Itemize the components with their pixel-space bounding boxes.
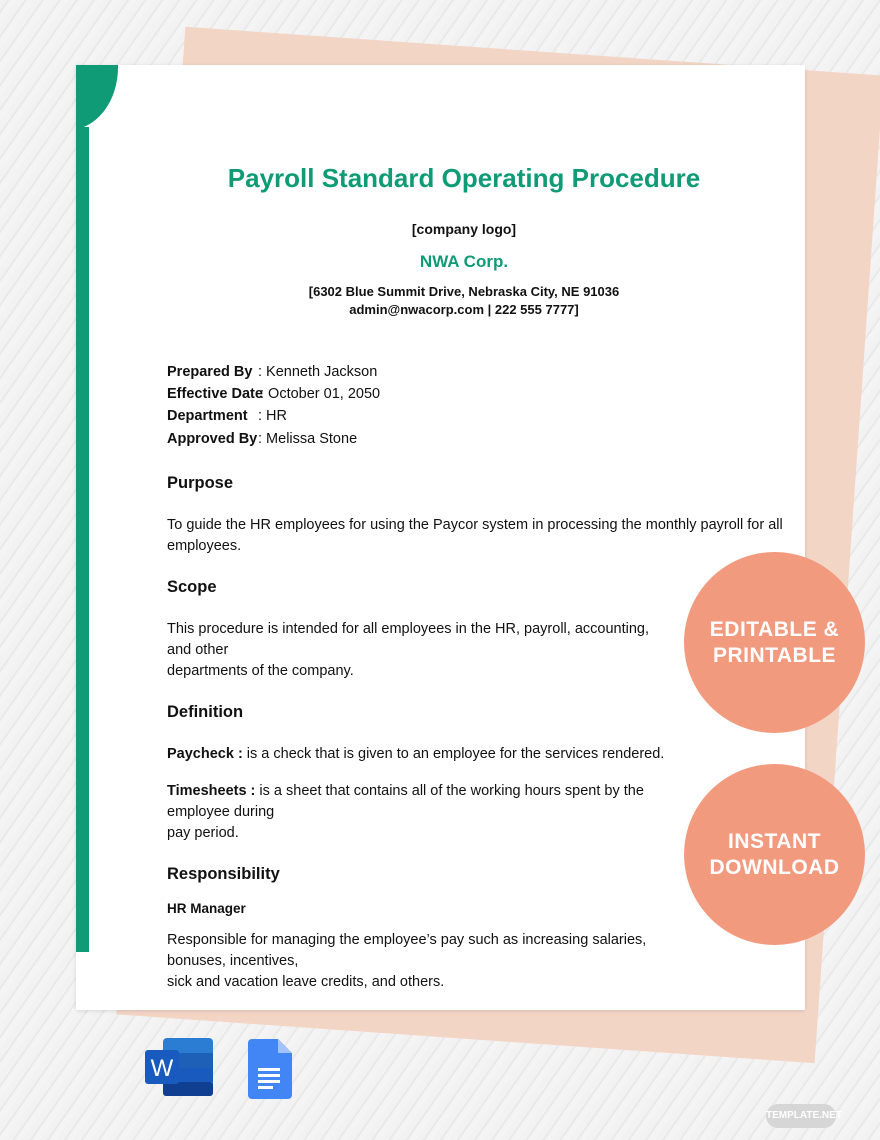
purpose-heading: Purpose	[167, 474, 234, 492]
meta-label: Effective Date	[167, 386, 263, 402]
company-logo-placeholder: [company logo]	[411, 221, 517, 237]
meta-value: : Melissa Stone	[258, 431, 358, 447]
definition-heading: Definition	[167, 703, 244, 721]
definition-term: Timesheets :	[167, 783, 256, 799]
badge-text: DOWNLOAD	[709, 855, 840, 879]
meta-value: : HR	[258, 408, 287, 424]
meta-label: Prepared By	[167, 364, 253, 380]
editable-printable-badge	[684, 552, 865, 733]
definition-text: pay period.	[167, 825, 239, 841]
company-name: NWA Corp.	[419, 252, 509, 271]
responsibility-heading: Responsibility	[167, 865, 280, 883]
responsibility-text: sick and vacation leave credits, and others.	[167, 974, 445, 990]
company-contact: admin@nwacorp.com | 222 555 7777]	[349, 302, 579, 317]
svg-text:W: W	[150, 1055, 174, 1082]
badge-text: INSTANT	[728, 829, 821, 853]
scope-text: departments of the company.	[167, 663, 354, 679]
definition-text: is a sheet that contains all of the working hours spent by the employee during	[167, 783, 644, 820]
definition-text: is a check that is given to an employee for the services rendered.	[242, 746, 665, 762]
purpose-text: employees.	[167, 538, 242, 554]
meta-value: : Kenneth Jackson	[258, 364, 378, 380]
scope-heading: Scope	[167, 578, 217, 596]
decorative-circle	[76, 65, 121, 130]
google-docs-icon[interactable]	[248, 1039, 292, 1099]
badge-text: EDITABLE &	[709, 617, 840, 641]
template-net-logo: TEMPLATE.NET	[766, 1104, 836, 1128]
company-address: [6302 Blue Summit Drive, Nebraska City, NE 91036	[308, 284, 620, 299]
badge-text: PRINTABLE	[712, 643, 837, 667]
purpose-text: To guide the HR employees for using the Paycor system in processing the monthly payroll for all	[167, 517, 783, 533]
green-side-bar	[76, 127, 89, 952]
word-icon[interactable]	[145, 1038, 215, 1098]
document-body	[167, 473, 787, 993]
page-title: Payroll Standard Operating Procedure	[227, 163, 701, 193]
responsibility-subheading: HR Manager	[167, 901, 246, 916]
scope-text: This procedure is intended for all employees in the HR, payroll, accounting, and other	[167, 621, 649, 658]
responsibility-text: Responsible for managing the employee’s pay such as increasing salaries, bonuses, incentives,	[167, 932, 647, 969]
meta-label: Approved By	[167, 431, 258, 447]
definition-term: Paycheck :	[167, 746, 243, 762]
meta-label: Department	[167, 408, 248, 424]
meta-value: : October 01, 2050	[260, 386, 381, 402]
instant-download-badge	[684, 764, 865, 945]
